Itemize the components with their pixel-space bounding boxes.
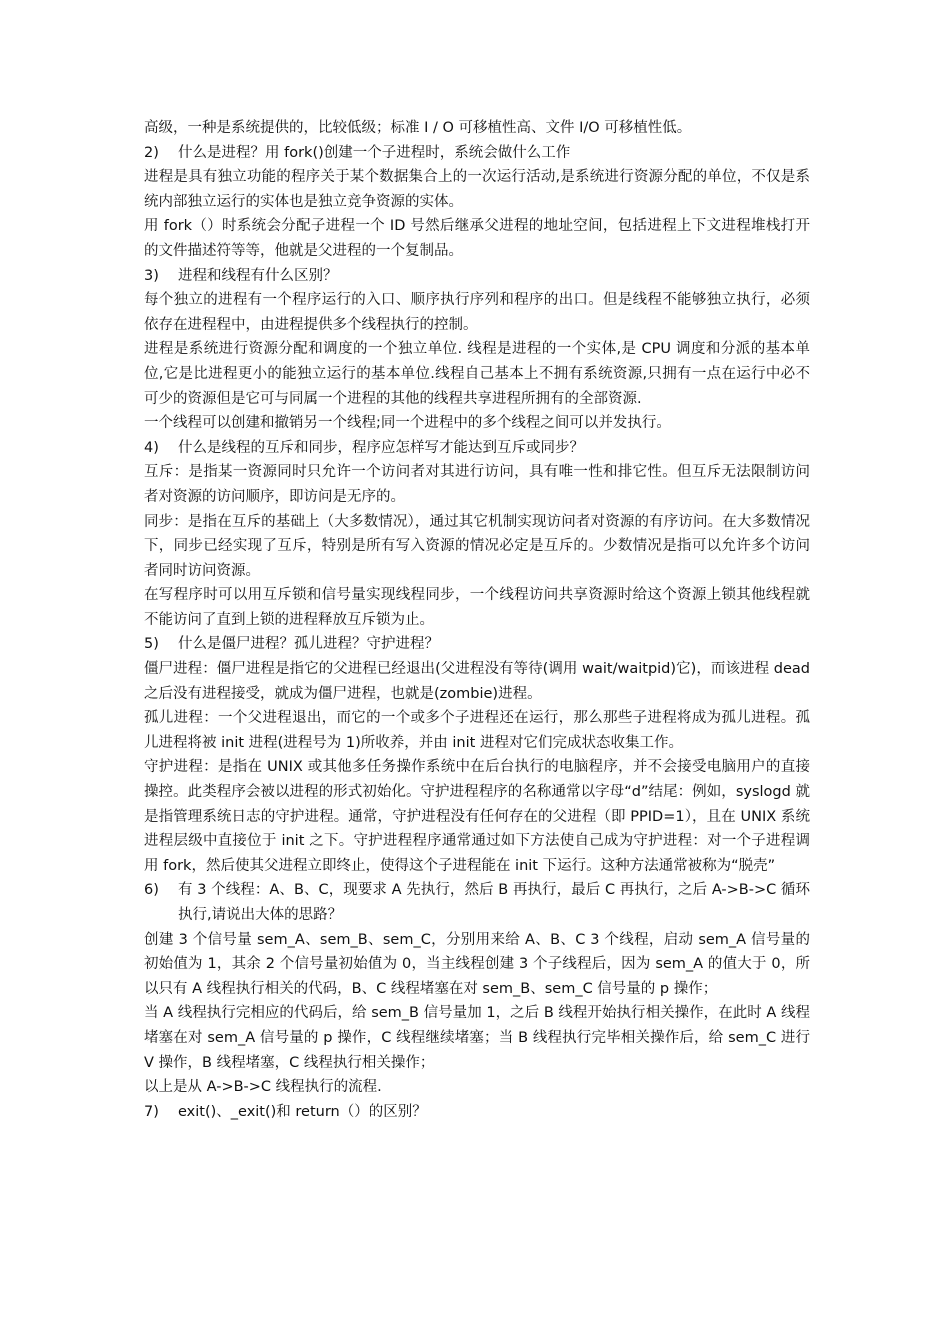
paragraph: 以上是从 A->B->C 线程执行的流程. bbox=[144, 1079, 382, 1096]
paragraph: 每个独立的进程有一个程序运行的入口、顺序执行序列和程序的出口。但是线程不能够独立执行，必须依存在进程程中，由进程提供多个线程执行的控制。 bbox=[144, 292, 810, 333]
section-heading bbox=[144, 878, 810, 927]
section-heading bbox=[144, 436, 810, 461]
paragraph: 进程是系统进行资源分配和调度的一个独立单位. 线程是进程的一个实体,是 CPU 调度和分派的基本单位,它是比进程更小的能独立运行的基本单位.线程自己基本上不拥有系统资源,只拥有一点在运行中必不可少的资源但是它可与同属一个进程的其他的线程共享进程所拥有的全部资源. bbox=[144, 341, 810, 407]
section-question: 进程和线程有什么区别？ bbox=[178, 267, 338, 284]
section-question: 有 3 个线程：A、B、C，现要求 A 先执行，然后 B 再执行，最后 C 再执行，之后 A->B->C 循环执行,请说出大体的思路？ bbox=[178, 882, 810, 923]
section-question: 什么是进程？用 fork()创建一个子进程时，系统会做什么工作 bbox=[178, 144, 571, 161]
paragraph: 僵尸进程：僵尸进程是指它的父进程已经退出(父进程没有等待(调用 wait/waitpid)它)，而该进程 dead 之后没有进程接受，就成为僵尸进程，也就是(zombie)进程。 bbox=[144, 661, 810, 702]
paragraph: 互斥：是指某一资源同时只允许一个访问者对其进行访问，具有唯一性和排它性。但互斥无法限制访问者对资源的访问顺序，即访问是无序的。 bbox=[144, 464, 810, 505]
section-question: 什么是线程的互斥和同步，程序应怎样写才能达到互斥或同步？ bbox=[178, 439, 584, 456]
paragraph: 创建 3 个信号量 sem_A、sem_B、sem_C，分别用来给 A、B、C 3 个线程，启动 sem_A 信号量的初始值为 1，其余 2 个信号量初始值为 0，当主线程创建 3 个子线程后，因为 sem_A 的值大于 0，所以只有 A 线程执行相关的代码，B、C 线程堵塞在对 sem_B、sem_C 信号量的 p 操作； bbox=[144, 931, 810, 997]
paragraph: 孤儿进程：一个父进程退出，而它的一个或多个子进程还在运行，那么那些子进程将成为孤儿进程。孤儿进程将被 init 进程(进程号为 1)所收养，并由 init 进程对它们完成状态收集工作。 bbox=[144, 710, 810, 751]
section-heading bbox=[144, 632, 810, 657]
section-question: 什么是僵尸进程？孤儿进程？守护进程？ bbox=[178, 636, 439, 653]
section-heading bbox=[144, 141, 810, 166]
section-heading bbox=[144, 264, 810, 289]
section-question: exit()、_exit()和 return（）的区别？ bbox=[178, 1103, 427, 1120]
paragraph: 在写程序时可以用互斥锁和信号量实现线程同步，一个线程访问共享资源时给这个资源上锁其他线程就不能访问了直到上锁的进程释放互斥锁为止。 bbox=[144, 587, 810, 628]
section-number: 3) bbox=[144, 267, 159, 284]
paragraph: 一个线程可以创建和撤销另一个线程;同一个进程中的多个线程之间可以并发执行。 bbox=[144, 415, 671, 432]
section-heading bbox=[144, 1100, 810, 1125]
document-body bbox=[144, 116, 810, 1124]
paragraph: 用 fork（）时系统会分配子进程一个 ID 号然后继承父进程的地址空间，包括进程上下文进程堆栈打开的文件描述符等等，他就是父进程的一个复制品。 bbox=[144, 218, 810, 259]
paragraph: 当 A 线程执行完相应的代码后，给 sem_B 信号量加 1，之后 B 线程开始执行相关操作，在此时 A 线程堵塞在对 sem_A 信号量的 p 操作，C 线程继续堵塞；当 B 线程执行完毕相关操作后，给 sem_C 进行 V 操作，B 线程堵塞，C 线程执行相关操作； bbox=[144, 1005, 810, 1071]
paragraph: 高级，一种是系统提供的，比较低级；标准 I / O 可移植性高、文件 I/O 可移植性低。 bbox=[144, 120, 692, 136]
section-number: 6) bbox=[144, 882, 159, 899]
section-number: 4) bbox=[144, 439, 159, 456]
section-number: 7) bbox=[144, 1103, 159, 1120]
paragraph: 同步：是指在互斥的基础上（大多数情况），通过其它机制实现访问者对资源的有序访问。在大多数情况下，同步已经实现了互斥，特别是所有写入资源的情况必定是互斥的。少数情况是指可以允许多个访问者同时访问资源。 bbox=[144, 513, 810, 579]
section-number: 5) bbox=[144, 636, 159, 653]
section-number: 2) bbox=[144, 144, 159, 161]
paragraph: 进程是具有独立功能的程序关于某个数据集合上的一次运行活动,是系统进行资源分配的单位，不仅是系统内部独立运行的实体也是独立竞争资源的实体。 bbox=[144, 169, 810, 210]
paragraph: 守护进程：是指在 UNIX 或其他多任务操作系统中在后台执行的电脑程序，并不会接受电脑用户的直接操控。此类程序会被以进程的形式初始化。守护进程程序的名称通常以字母“d”结尾：例如，syslogd 就是指管理系统日志的守护进程。通常，守护进程没有任何存在的父进程（即 PPID=1），且在 UNIX 系统进程层级中直接位于 init 之下。守护进程程序通常通过如下方法使自己成为守护进程：对一个子进程调用 fork，然后使其父进程立即终止，使得这个子进程能在 init 下运行。这种方法通常被称为“脱壳” bbox=[144, 759, 810, 874]
